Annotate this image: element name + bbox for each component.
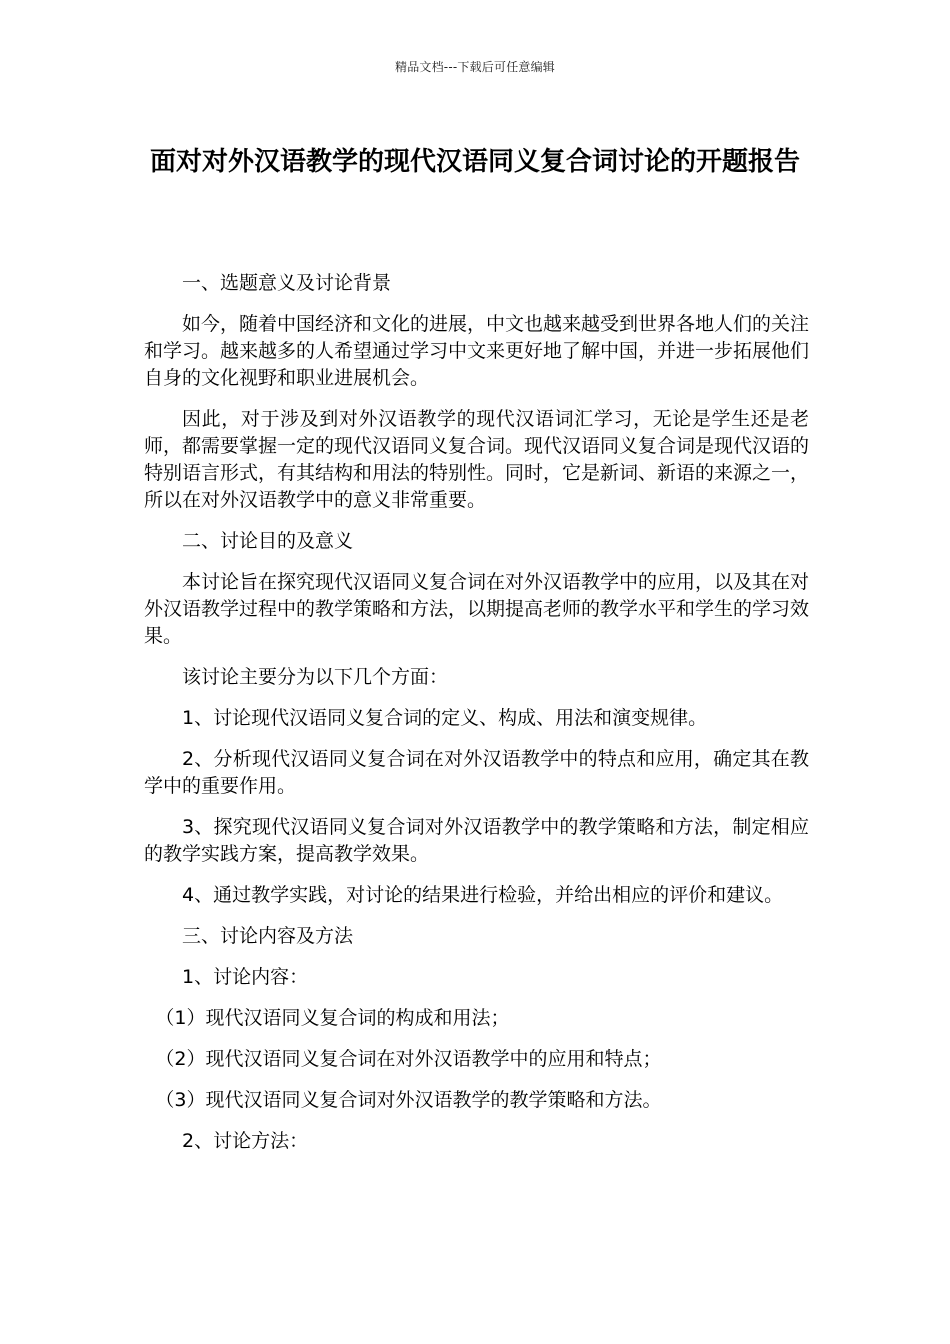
section-3-sub-item-1: （1）现代汉语同义复合词的构成和用法； [155,1007,510,1029]
section-1-paragraph-1: 如今，随着中国经济和文化的进展，中文也越来越受到世界各地人们的关注和学习。越来越多的人希望通过学习中文来更好地了解中国，并进一步拓展他们自身的文化视野和职业进展机会。 [144,313,810,389]
header-note: 精品文档---下载后可任意编辑 [395,60,555,74]
section-2-item-2: 2、分析现代汉语同义复合词在对外汉语教学中的特点和应用，确定其在教学中的重要作用。 [144,748,809,797]
document-title: 面对对外汉语教学的现代汉语同义复合词讨论的开题报告 [149,147,800,177]
section-3-content-label: 1、讨论内容： [182,966,309,988]
document-body [144,270,809,1169]
section-2-item-1: 1、讨论现代汉语同义复合词的定义、构成、用法和演变规律。 [182,707,708,729]
section-3-sub-item-2: （2）现代汉语同义复合词在对外汉语教学中的应用和特点； [155,1048,662,1070]
section-1-paragraph-2: 因此，对于涉及到对外汉语教学的现代汉语词汇学习，无论是学生还是老师，都需要掌握一定的现代汉语同义复合词。现代汉语同义复合词是现代汉语的特别语言形式，有其结构和用法的特别性。同时，它是新词、新语的来源之一，所以在对外汉语教学中的意义非常重要。 [144,408,810,511]
section-2-heading: 二、讨论目的及意义 [182,530,354,552]
section-2-paragraph-1: 本讨论旨在探究现代汉语同义复合词在对外汉语教学中的应用，以及其在对外汉语教学过程中的教学策略和方法，以期提高老师的教学水平和学生的学习效果。 [144,571,810,647]
section-2-item-4: 4、通过教学实践，对讨论的结果进行检验，并给出相应的评价和建议。 [182,884,784,906]
section-3-heading: 三、讨论内容及方法 [182,925,354,947]
section-2-item-3: 3、探究现代汉语同义复合词对外汉语教学中的教学策略和方法，制定相应的教学实践方案，提高教学效果。 [144,816,809,865]
section-1-heading: 一、选题意义及讨论背景 [182,272,392,294]
section-2-paragraph-2: 该讨论主要分为以下几个方面： [182,666,449,688]
section-3-method-label: 2、讨论方法： [182,1130,309,1152]
section-3-sub-item-3: （3）现代汉语同义复合词对外汉语教学的教学策略和方法。 [155,1089,662,1111]
